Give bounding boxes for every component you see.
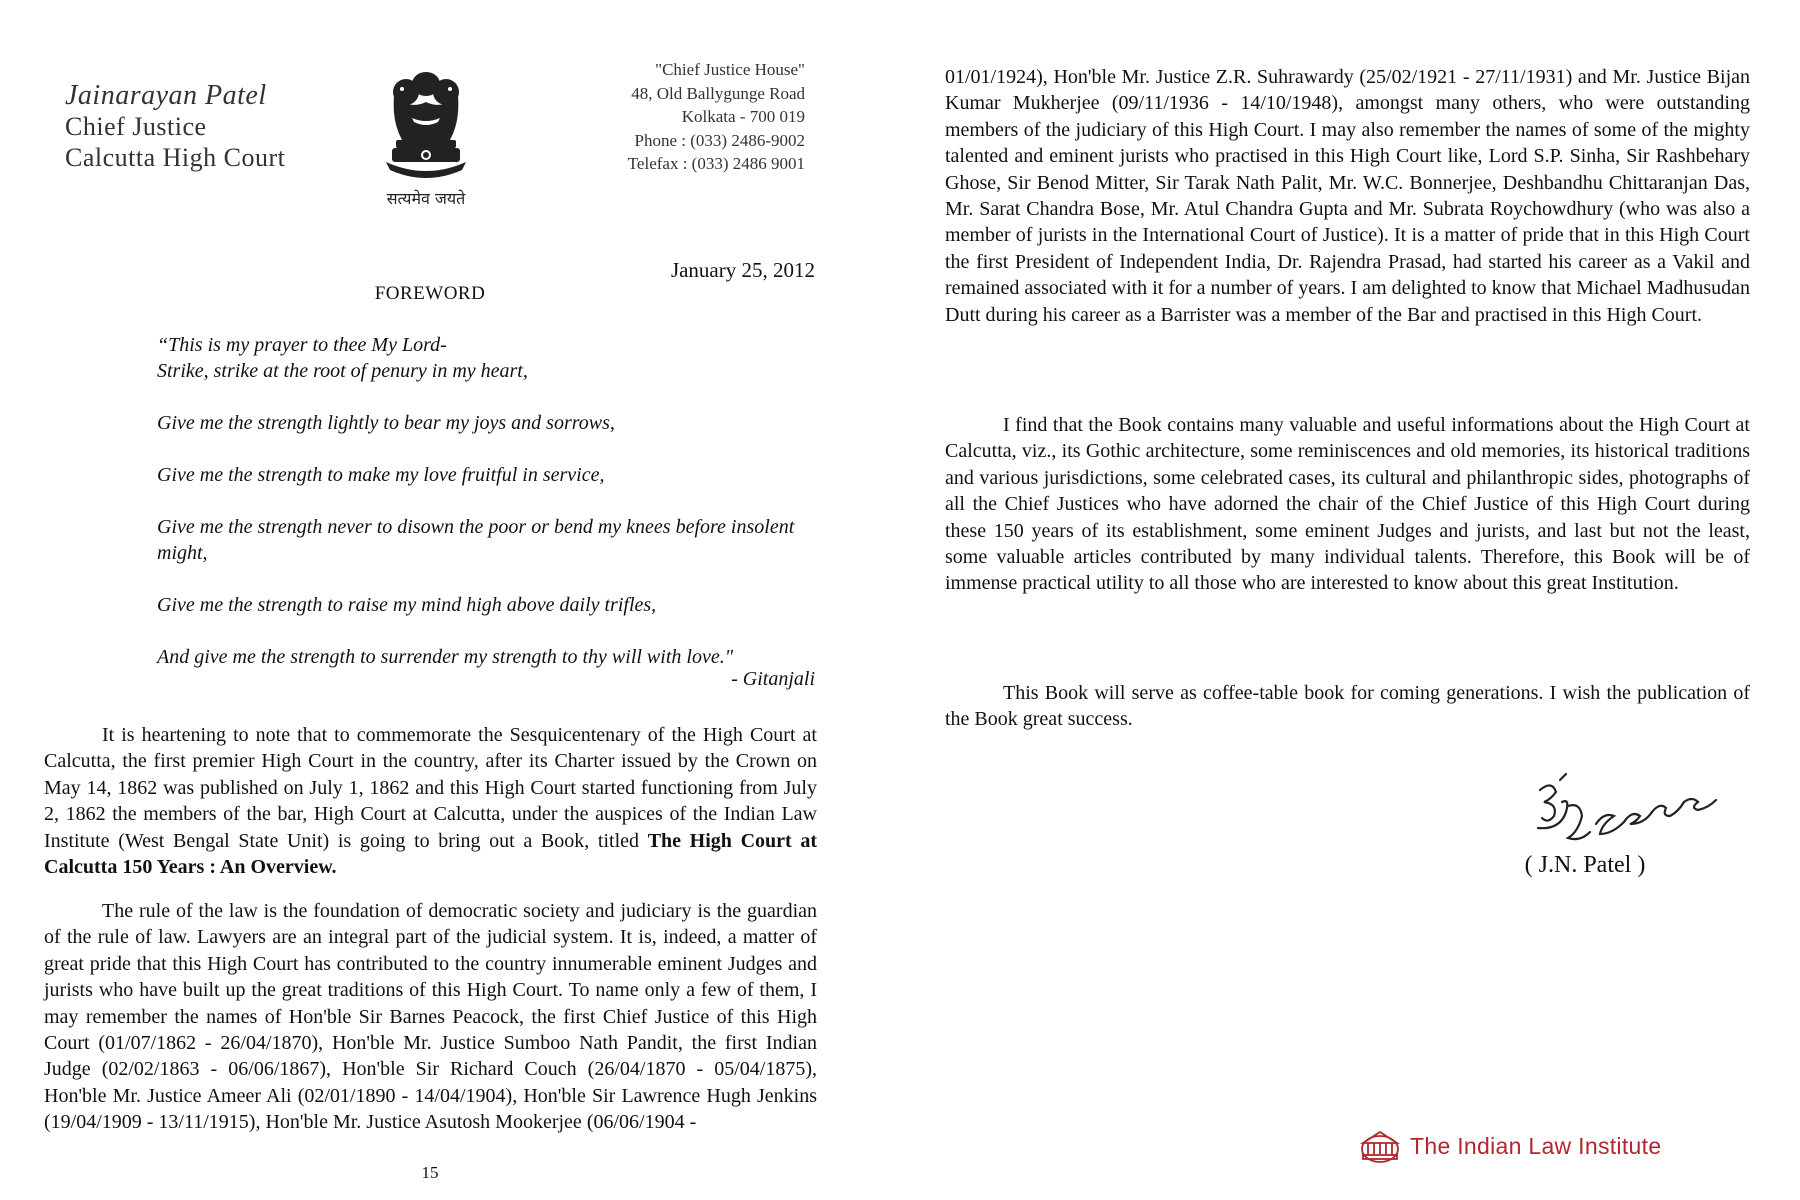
sender-block: [65, 80, 285, 173]
paragraph-book-contents: I find that the Book contains many valuable and useful informations about the High Court at Calcutta, viz., its Gothic architecture, some reminiscences and old memories, its historical traditions and various jurisdictions, some celebrated cases, its cultural and philanthropic sides, photographs of all the Chief Justices who have adorned the chair of the Chief Justice of this High Court during these 150 years of its establishment, some eminent Judges and jurists, and last but not the least, some valuable articles contributed by many individual talents. Therefore, this Book will be of immense practical utility to all those who are interested to know about this great Institution.: [945, 414, 1750, 595]
address-block: [565, 58, 805, 176]
address-line: "Chief Justice House": [655, 60, 805, 79]
institute-name: The Indian Law Institute: [1410, 1132, 1662, 1159]
poem-line: Give me the strength to raise my mind high above daily trifles,: [157, 594, 657, 616]
page-title: FOREWORD: [374, 283, 486, 304]
signatory-name: ( J.N. Patel ): [1524, 852, 1646, 878]
handwritten-signature: [1520, 772, 1745, 862]
address-line: 48, Old Ballygunge Road: [631, 83, 805, 103]
letter-date: January 25, 2012: [670, 258, 815, 282]
poem-attribution: - Gitanjali: [731, 668, 815, 690]
address-line: Telefax : (033) 2486 9001: [627, 154, 805, 173]
poem: [157, 332, 817, 670]
poem-line: Strike, strike at the root of penury in my heart,: [157, 360, 528, 382]
paragraph-intro: [44, 722, 817, 880]
paragraph-text: It is heartening to note that to commemorate the Sesquicentenary of the High Court at Calcutta, the first premier High Court in the country, after its Charter issued by the Crown on May 14, 1862 was published on July 1, 1862 and this High Court started functioning from July 2, 1862 the members of the bar, High Court at Calcutta, under the auspices of the Indian Law Institute (West Bengal State Unit) is going to bring out a Book, titled: [44, 724, 817, 852]
paragraph-rule-of-law: The rule of the law is the foundation of democratic society and judiciary is the guardian of the rule of law. Lawyers are an integral part of the judicial system. It is, indeed, a matter of great pride that this High Court has contributed to the country innumerable eminent Judges and jurists who have built up the great traditions of this High Court. To name only a few of them, I may remember the names of Hon'ble Sir Barnes Peacock, the first Chief Justice of this High Court (01/07/1862 - 26/04/1870), Hon'ble Mr. Justice Sumboo Nath Pandit, the first Indian Judge (02/02/1863 - 06/06/1867), Hon'ble Sir Richard Couch (26/04/1870 - 05/04/1875), Hon'ble Mr. Justice Ameer Ali (02/01/1890 - 14/04/1904), Hon'ble Sir Lawrence Hugh Jenkins (19/04/1909 - 13/11/1915), Hon'ble Mr. Justice Asutosh Mookerjee (06/06/1904 -: [44, 900, 817, 1134]
emblem-motto: सत्यमेव जयते: [386, 189, 466, 208]
sender-title: Chief Justice: [65, 112, 207, 141]
institute-logo: [1360, 1128, 1661, 1164]
poem-line: And give me the strength to surrender my strength to thy will with love.": [157, 646, 734, 668]
paragraph-closing: This Book will serve as coffee-table book for coming generations. I wish the publication of the Book great success.: [945, 682, 1750, 731]
poem-line: Give me the strength lightly to bear my joys and sorrows,: [157, 412, 615, 434]
book-title: The High Court at Calcutta 150 Years : An Overview.: [44, 829, 818, 879]
address-line: Phone : (033) 2486-9002: [634, 130, 805, 150]
sender-name: Jainarayan Patel: [65, 80, 267, 111]
page-number: 15: [421, 1163, 439, 1182]
poem-line: Give me the strength never to disown the poor or bend my knees before insolent might,: [157, 516, 795, 564]
poem-line: “This is my prayer to thee My Lord-: [157, 334, 447, 356]
sender-court: Calcutta High Court: [65, 143, 286, 172]
address-line: Kolkata - 700 019: [681, 107, 805, 126]
paragraph-continued: 01/01/1924), Hon'ble Mr. Justice Z.R. Suhrawardy (25/02/1921 - 27/11/1931) and Mr. Justice Bijan Kumar Mukherjee (09/11/1936 - 14/10/1948), amongst many others, who were outstanding members of the judiciary of this High Court. I may also remember the names of some of the mighty talented and eminent jurists who practised in this High Court like, Lord S.P. Sinha, Sir Rashbehary Ghose, Sir Benod Mitter, Sir Tarak Nath Palit, Mr. W.C. Bonnerjee, Deshbandhu Chittaranjan Das, Mr. Sarat Chandra Bose, Mr. Atul Chandra Gupta and Mr. Subrata Roychowdhury (who was also a member of jurists in the International Court of Justice). It is a matter of pride that in this High Court the first President of Independent India, Dr. Rajendra Prasad, had started his career as a Vakil and remained associated with it for a number of years. I am delighted to know that Michael Madhusudan Dutt during his career as a Barrister was a member of the Bar and practised in this High Court.: [945, 66, 1750, 326]
institute-emblem-icon: [1360, 1129, 1400, 1163]
poem-line: Give me the strength to make my love fruitful in service,: [157, 464, 605, 486]
national-emblem: [372, 62, 480, 210]
